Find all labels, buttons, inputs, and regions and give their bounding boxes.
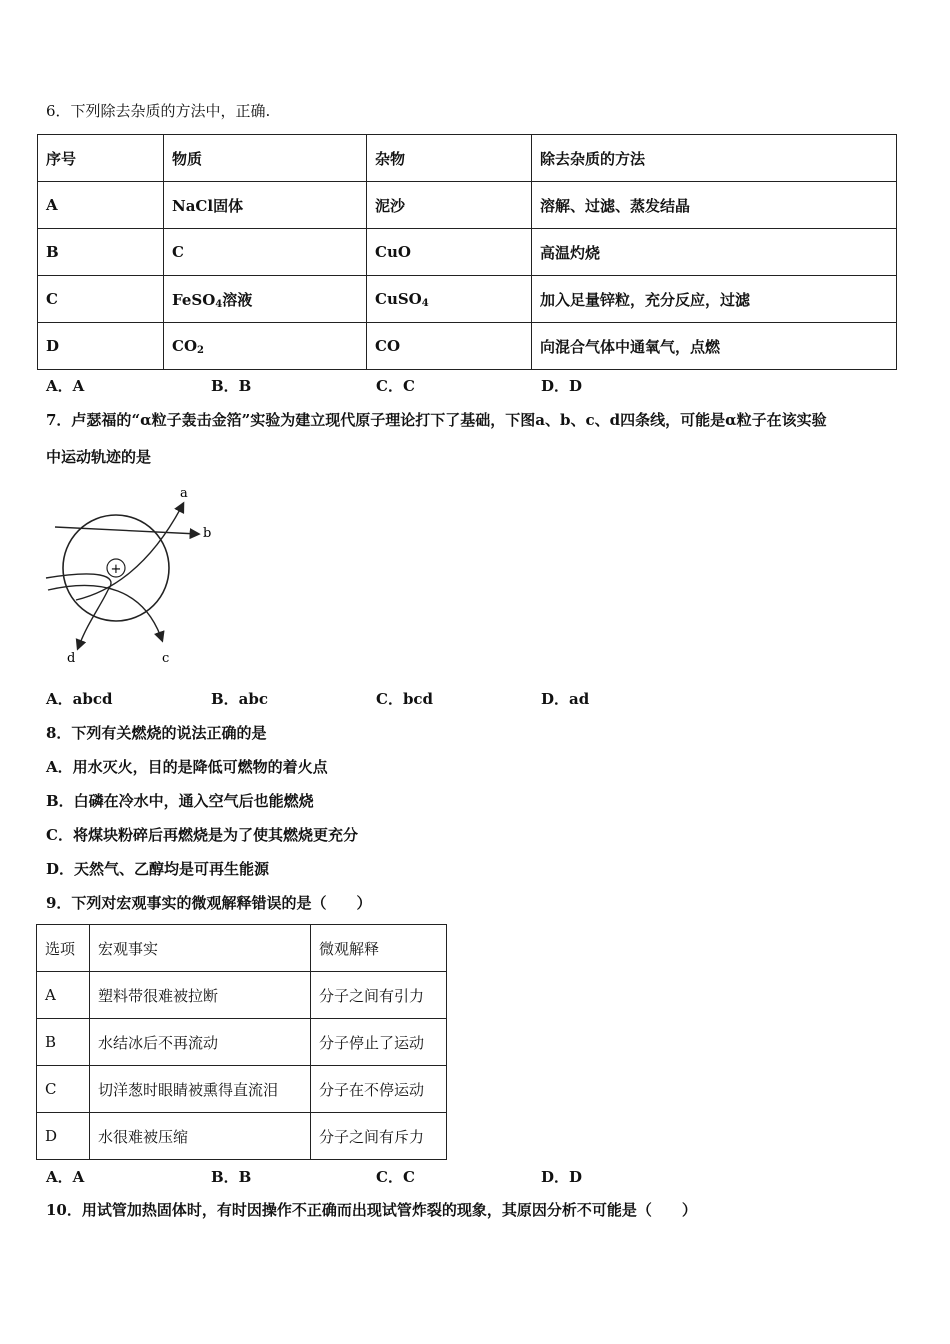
q9-header-1: 宏观事实	[90, 925, 311, 972]
q6-cell: B	[38, 229, 164, 276]
q9-cell: 分子停止了运动	[311, 1019, 447, 1066]
q8-choice-a: A．用水灭火，目的是降低可燃物的着火点	[46, 758, 328, 776]
formula: CO	[172, 336, 198, 355]
option-b: B．B	[211, 1168, 252, 1186]
option-d: D．D	[541, 1168, 583, 1186]
nucleus-label: +	[110, 562, 122, 577]
table-row	[38, 229, 897, 276]
q6-cell: C	[38, 276, 164, 323]
option-a: A．A	[46, 1168, 85, 1186]
option-b: B．abc	[211, 690, 269, 708]
option-d: D．ad	[541, 690, 590, 708]
q9-cell: 分子之间有斥力	[311, 1113, 447, 1160]
q7-options	[46, 688, 746, 708]
q9-cell: 水很难被压缩	[90, 1113, 311, 1160]
subscript: 4	[215, 298, 223, 310]
q9-cell: 塑料带很难被拉断	[90, 972, 311, 1019]
label-d: d	[67, 651, 76, 666]
subscript: 4	[421, 297, 429, 309]
option-c: C．bcd	[376, 690, 434, 708]
q9-cell: A	[37, 972, 90, 1019]
q9-cell: 切洋葱时眼睛被熏得直流泪	[90, 1066, 311, 1113]
q9-cell: 水结冰后不再流动	[90, 1019, 311, 1066]
q9-stem: 9．下列对宏观事实的微观解释错误的是（ ）	[46, 894, 372, 912]
q8-choice-c: C．将煤块粉碎后再燃烧是为了使其燃烧更充分	[46, 826, 358, 844]
label-b: b	[203, 526, 212, 541]
q8-stem: 8．下列有关燃烧的说法正确的是	[46, 724, 267, 742]
q6-header-1: 物质	[164, 135, 367, 182]
q6-header-0: 序号	[38, 135, 164, 182]
q6-stem: 6．下列除去杂质的方法中，正确.	[46, 102, 271, 120]
q6-cell: 泥沙	[367, 182, 532, 229]
label-c: c	[162, 651, 170, 666]
option-d: D．D	[541, 377, 583, 395]
q9-cell: B	[37, 1019, 90, 1066]
formula-suffix: 溶液	[222, 290, 253, 309]
q9-options	[46, 1166, 746, 1186]
q6-cell: 向混合气体中通氧气，点燃	[532, 323, 897, 370]
q8-choice-b: B．白磷在冷水中，通入空气后也能燃烧	[46, 792, 314, 810]
q6-cell	[367, 276, 532, 323]
q6-cell: D	[38, 323, 164, 370]
table-row	[38, 276, 897, 323]
q7-stem-line2: 中运动轨迹的是	[46, 448, 152, 466]
q6-options	[46, 375, 746, 395]
q9-cell: D	[37, 1113, 90, 1160]
q6-cell: 高温灼烧	[532, 229, 897, 276]
q8-choice-d: D．天然气、乙醇均是可再生能源	[46, 860, 270, 878]
q6-cell	[164, 276, 367, 323]
table-row	[37, 1066, 447, 1113]
q9-header-0: 选项	[37, 925, 90, 972]
alpha-scattering-figure	[40, 482, 230, 672]
table-row	[37, 1113, 447, 1160]
table-row	[38, 323, 897, 370]
option-c: C．C	[376, 377, 415, 395]
q6-cell: 溶解、过滤、蒸发结晶	[532, 182, 897, 229]
table-row	[37, 972, 447, 1019]
q6-cell: CO	[367, 323, 532, 370]
q6-cell: C	[164, 229, 367, 276]
q6-cell	[164, 323, 367, 370]
formula: CuSO	[375, 289, 422, 308]
q6-cell: NaCl固体	[164, 182, 367, 229]
q6-header-2: 杂物	[367, 135, 532, 182]
q9-table	[36, 924, 447, 1160]
table-row	[38, 182, 897, 229]
table-row	[38, 135, 897, 182]
table-row	[37, 1019, 447, 1066]
q9-cell: 分子之间有引力	[311, 972, 447, 1019]
q10-stem: 10．用试管加热固体时，有时因操作不正确而出现试管炸裂的现象，其原因分析不可能是（ ）	[46, 1201, 697, 1219]
q9-cell: 分子在不停运动	[311, 1066, 447, 1113]
table-row	[37, 925, 447, 972]
q6-cell: 加入足量锌粒，充分反应，过滤	[532, 276, 897, 323]
q7-stem-line1: 7．卢瑟福的“α粒子轰击金箔”实验为建立现代原子理论打下了基础，下图a、b、c、d四条线，可能是α粒子在该实验	[46, 411, 827, 429]
option-a: A．abcd	[46, 690, 113, 708]
option-b: B．B	[211, 377, 252, 395]
q6-header-3: 除去杂质的方法	[532, 135, 897, 182]
label-a: a	[180, 486, 188, 501]
option-a: A．A	[46, 377, 85, 395]
q9-cell: C	[37, 1066, 90, 1113]
q9-header-2: 微观解释	[311, 925, 447, 972]
q6-cell: A	[38, 182, 164, 229]
q6-cell: CuO	[367, 229, 532, 276]
subscript: 2	[197, 344, 204, 356]
option-c: C．C	[376, 1168, 415, 1186]
q6-table	[37, 134, 897, 370]
formula: FeSO	[172, 290, 216, 309]
